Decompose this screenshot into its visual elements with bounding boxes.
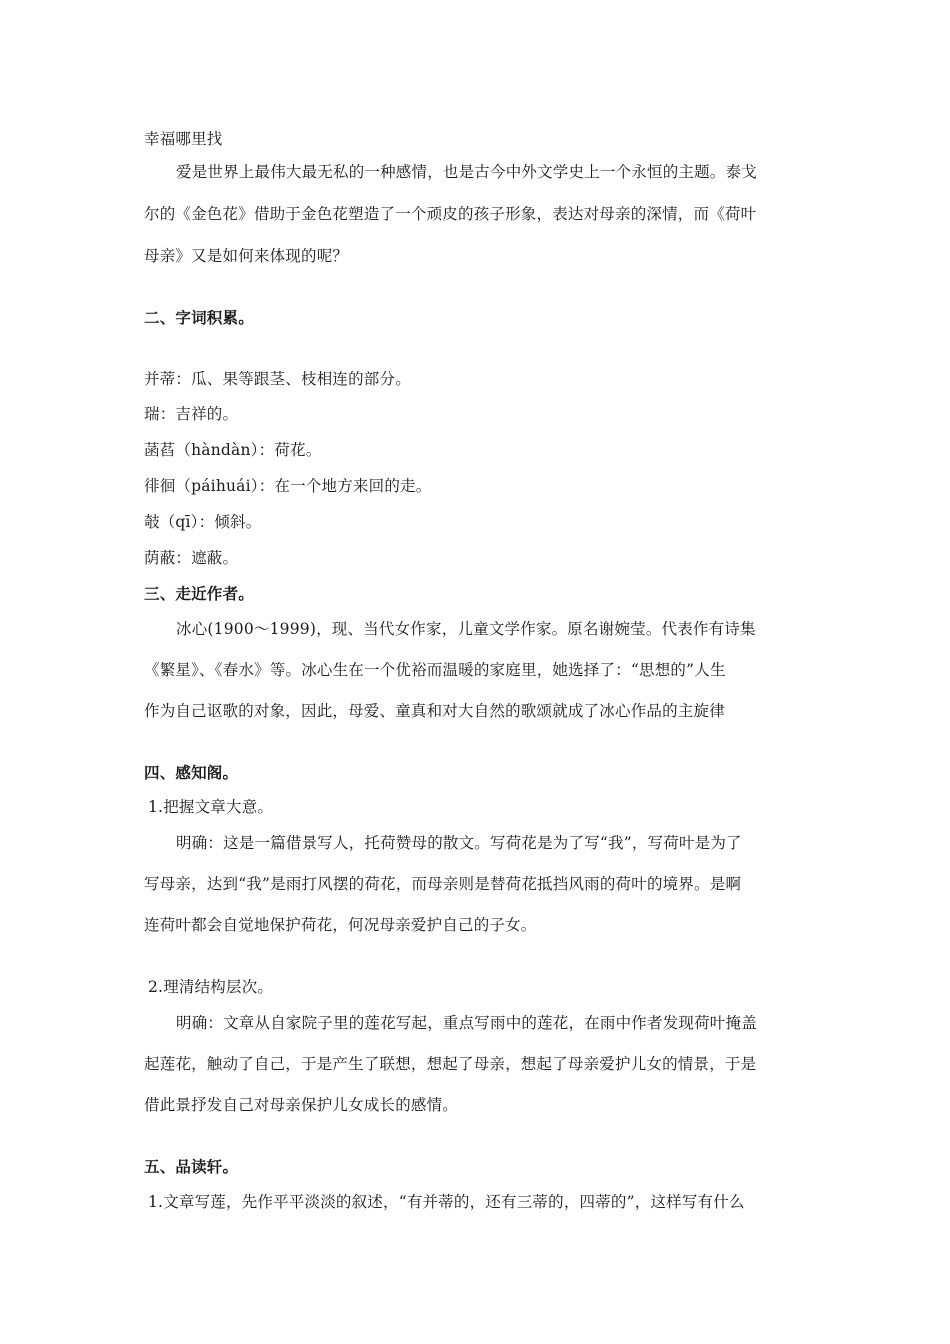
vocab-item: 徘徊（páihuái）：在一个地方来回的走。 xyxy=(144,477,432,495)
answer-line: 起莲花，触动了自己，于是产生了联想，想起了母亲，想起了母亲爱护儿女的情景，于是 xyxy=(144,1055,757,1073)
section-heading-reading: 五、品读轩。 xyxy=(144,1157,239,1176)
answer-line: 明确：文章从自家院子里的莲花写起，重点写雨中的莲花，在雨中作者发现荷叶掩盖 xyxy=(176,1014,757,1032)
intro-paragraph-line: 爱是世界上最伟大最无私的一种感情，也是古今中外文学史上一个永恒的主题。泰戈 xyxy=(176,163,757,181)
section-heading-perceive: 四、感知阁。 xyxy=(144,763,239,782)
question-item: 2.理清结构层次。 xyxy=(148,978,274,996)
vocab-item: 荫蔽：遮蔽。 xyxy=(144,549,239,567)
intro-paragraph-line: 母亲》又是如何来体现的呢？ xyxy=(144,247,349,265)
author-paragraph-line: 《繁星》、《春水》等。冰心生在一个优裕而温暖的家庭里，她选择了：“思想的”人生 xyxy=(144,661,726,679)
author-paragraph-line: 作为自己讴歌的对象，因此，母爱、童真和对大自然的歌颂就成了冰心作品的主旋律 xyxy=(144,702,725,720)
section-heading-author: 三、走近作者。 xyxy=(144,584,254,603)
author-paragraph-line: 冰心(1900～1999)，现、当代女作家，儿童文学作家。原名谢婉莹。代表作有诗集 xyxy=(176,620,756,638)
answer-line: 写母亲，达到“我”是雨打风摆的荷花，而母亲则是替荷花抵挡风雨的荷叶的境界。是啊 xyxy=(144,875,742,893)
intro-title: 幸福哪里找 xyxy=(144,130,223,148)
vocab-item: 瑞：吉祥的。 xyxy=(144,405,239,423)
vocab-item: 菡萏（hàndàn）：荷花。 xyxy=(144,441,322,459)
answer-line: 连荷叶都会自觉地保护荷花，何况母亲爱护自己的子女。 xyxy=(144,916,537,934)
question-item: 1.文章写莲，先作平平淡淡的叙述，“有并蒂的，还有三蒂的，四蒂的”，这样写有什么 xyxy=(148,1193,745,1211)
vocab-item: 攲（qī）：倾斜。 xyxy=(144,513,262,531)
intro-paragraph-line: 尔的《金色花》借助于金色花塑造了一个顽皮的孩子形象，表达对母亲的深情，而《荷叶 xyxy=(144,205,757,223)
question-item: 1.把握文章大意。 xyxy=(148,798,274,816)
section-heading-vocab: 二、字词积累。 xyxy=(144,308,254,327)
vocab-item: 并蒂：瓜、果等跟茎、枝相连的部分。 xyxy=(144,370,411,388)
answer-line: 明确：这是一篇借景写人，托荷赞母的散文。写荷花是为了写“我”，写荷叶是为了 xyxy=(176,834,742,852)
answer-line: 借此景抒发自己对母亲保护儿女成长的感情。 xyxy=(144,1096,459,1114)
